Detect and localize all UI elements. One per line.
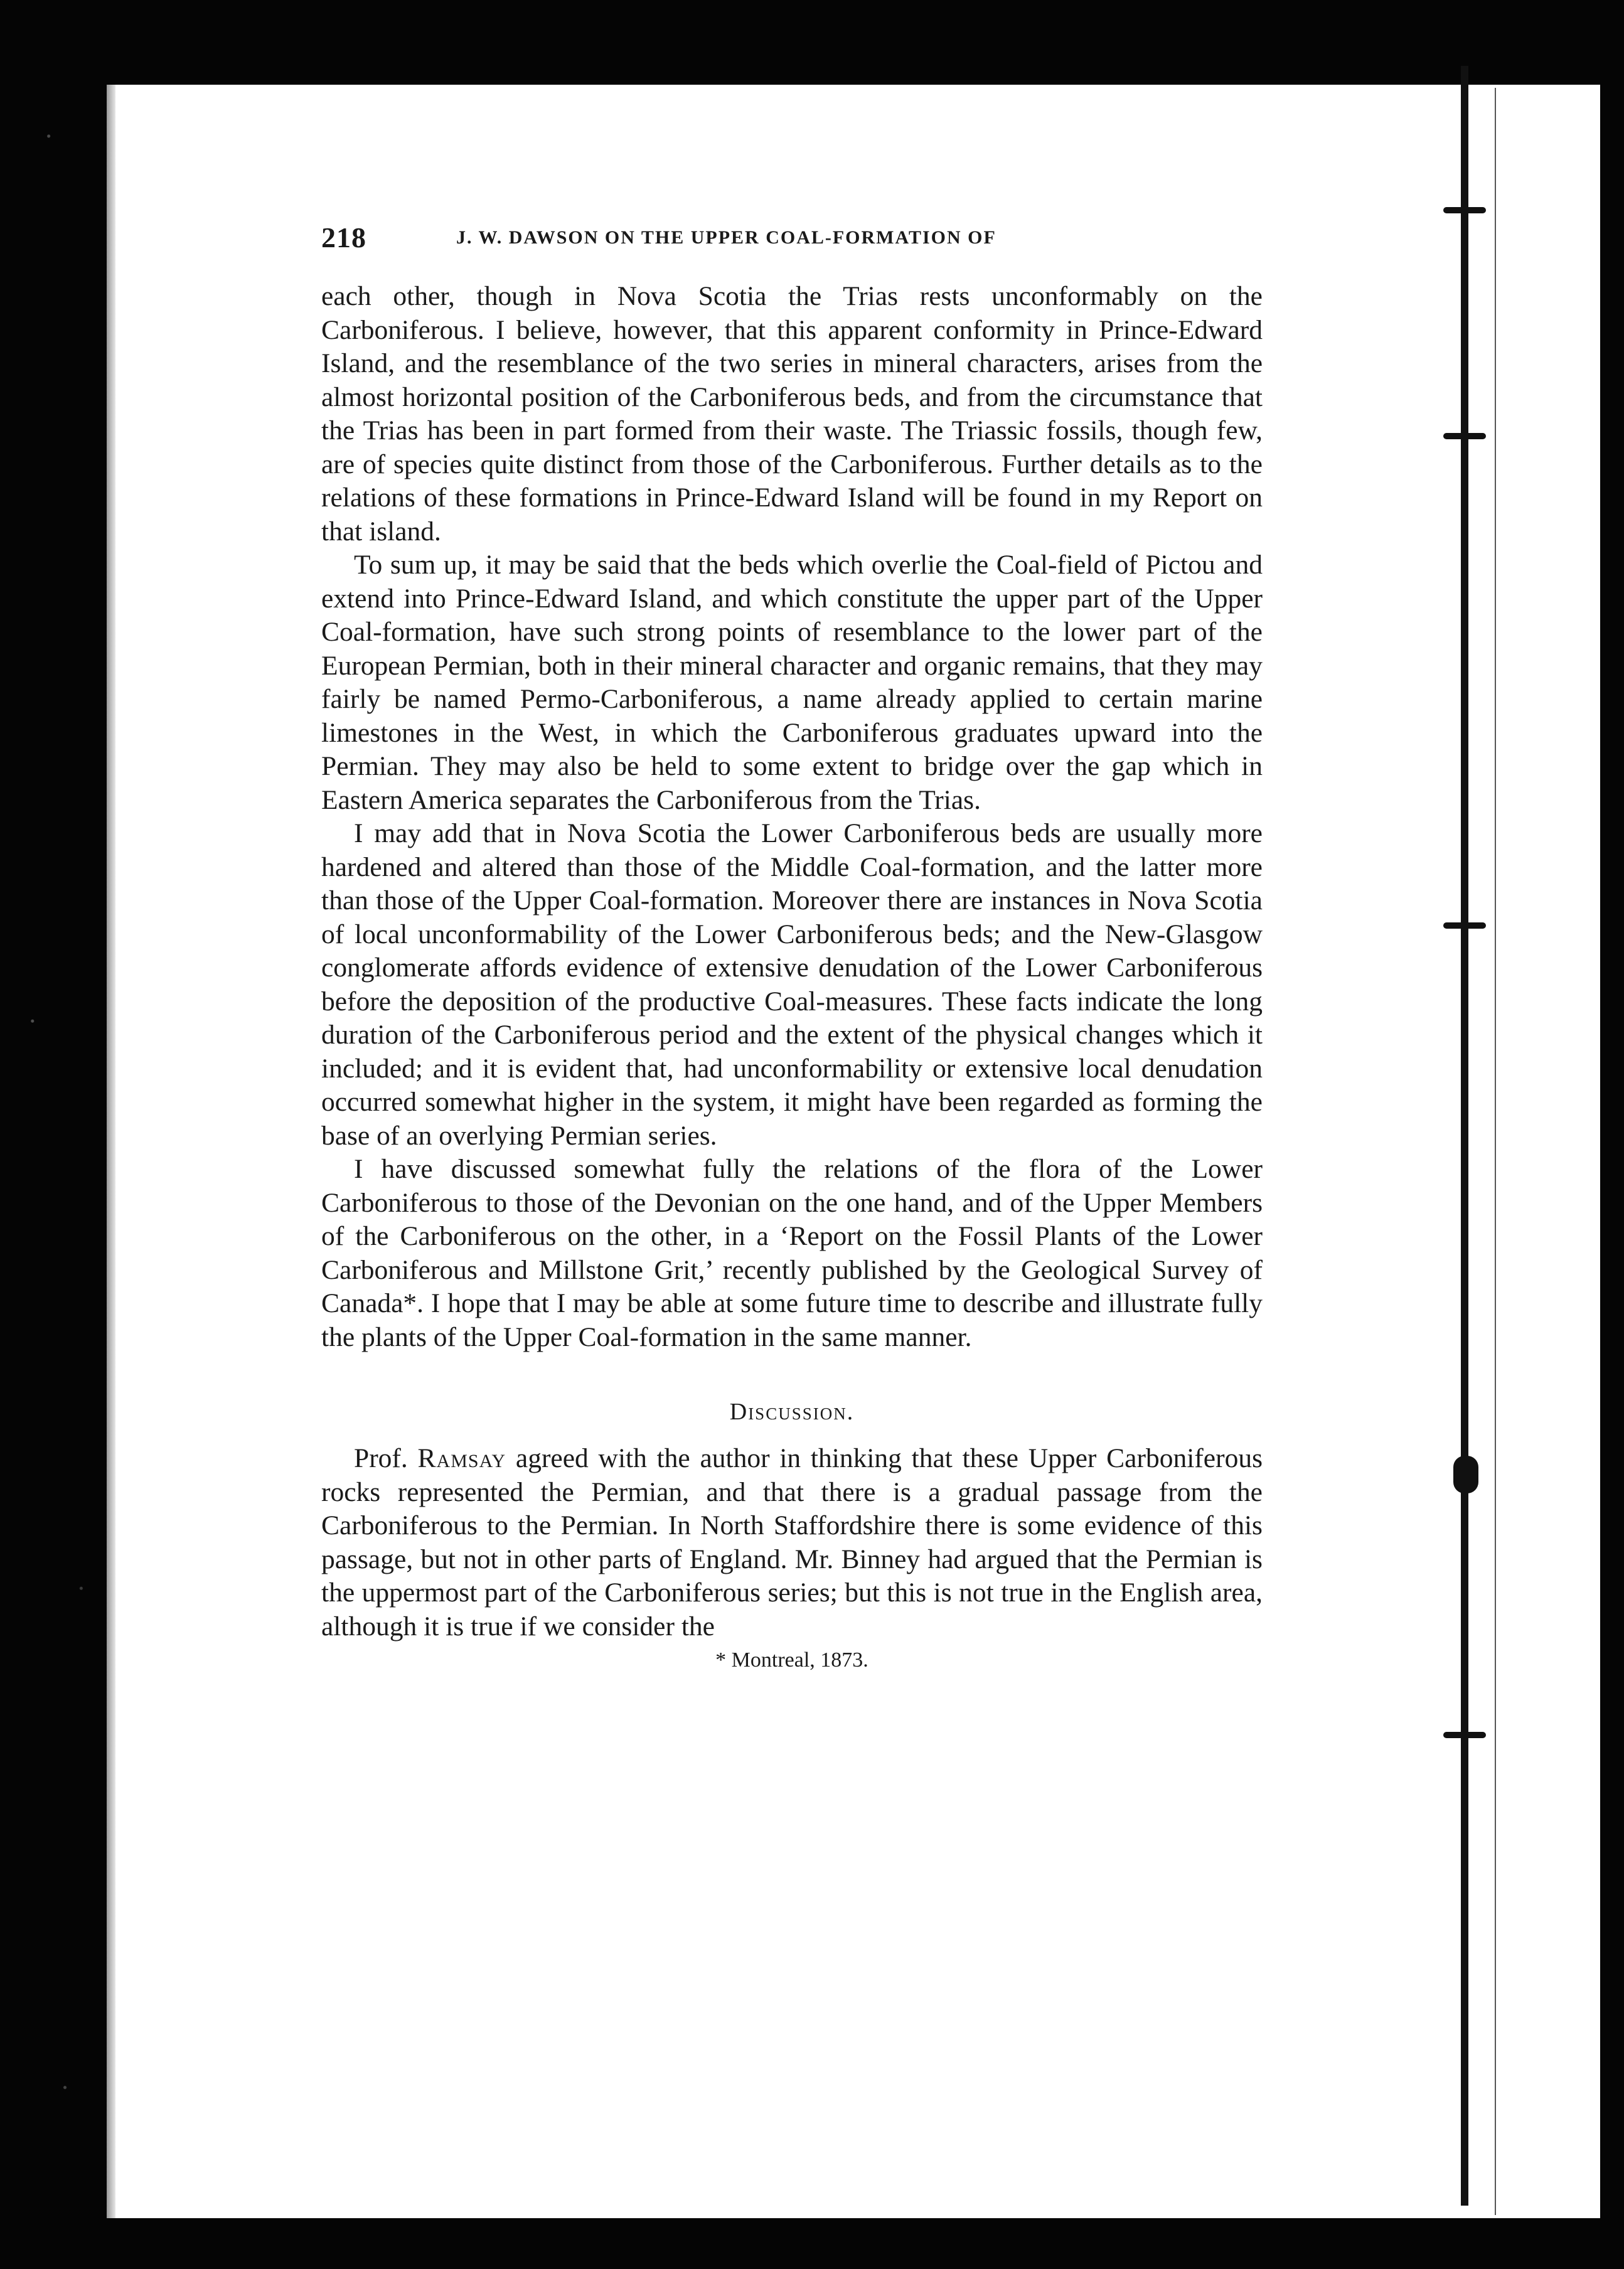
running-title: J. W. DAWSON ON THE UPPER COAL-FORMATION OF xyxy=(456,227,996,248)
page-content xyxy=(321,221,1263,1672)
page-left-edge xyxy=(107,85,115,2218)
body-paragraph: To sum up, it may be said that the beds which overlie the Coal-field of Pictou and extend into Prince-Edward Island, and which constitute the upper part of the Upper Coal-formation, have such strong points of resemblance to the lower part of the European Permian, both in their mineral character and organic remains, that they may fairly be named Permo-Carboniferous, a name already applied to certain marine limestones in the West, in which the Carboniferous graduates upward into the Permian. They may also be held to some extent to bridge over the gap which in Eastern America separates the Carboniferous from the Trias. xyxy=(321,550,1263,815)
page-number: 218 xyxy=(321,222,366,254)
binding-stitch xyxy=(1443,433,1486,439)
body-paragraph: each other, though in Nova Scotia the Trias rests unconformably on the Carboniferous. I believe, however, that this apparent conformity in Prince-Edward Island, and the resemblance of the two series in mineral characters, arises from the almost horizontal position of the Carboniferous beds, and from the circumstance that the Trias has been in part formed from their waste. The Triassic fossils, though few, are of species quite distinct from those of the Carboniferous. Further details as to the relations of these formations in Prince-Edward Island will be found in my Report on that island. xyxy=(321,281,1263,547)
binding-stitch xyxy=(1443,1732,1486,1738)
body-paragraph: I may add that in Nova Scotia the Lower Carboniferous beds are usually more hardened and altered than those of the Middle Coal-formation, and the latter more than those of the Upper Coal-formation. Moreover there are instances in Nova Scotia of local unconformability of the Lower Carboniferous beds; and the New-Glasgow conglomerate affords evidence of extensive denudation of the Lower Carboniferous before the deposition of the productive Coal-measures. These facts indicate the long duration of the Carboniferous period and the extent of the physical changes which it included; and it is evident that, had unconformability or extensive local denudation occurred somewhat higher in the system, it might have been regarded as forming the base of an overlying Permian series. xyxy=(321,818,1263,1151)
running-head xyxy=(321,221,1263,259)
discussion-paragraph xyxy=(321,1442,1263,1643)
facing-page-rule xyxy=(1495,88,1496,2215)
speaker-name: Ramsay xyxy=(417,1443,506,1473)
discussion-text: agreed with the author in thinking that these Upper Carboniferous rocks represented the Permian, and that there is a gradual passage from the Carboniferous to the Permian. In North Staffordshire there is some evidence of this passage, but not in other parts of England. Mr. Binney had argued that the Permian is the uppermost part of the Carboniferous series; but this is not true in the English area, although it is true if we consider the xyxy=(321,1443,1263,1642)
body-paragraph: I have discussed somewhat fully the relations of the flora of the Lower Carboniferous to those of the Devonian on the one hand, and of the Upper Members of the Carboniferous on the other, in a ‘Report on the Fossil Plants of the Lower Carboniferous and Millstone Grit,’ recently published by the Geological Survey of Canada*. I hope that I may be able at some future time to describe and illustrate fully the plants of the Upper Coal-formation in the same manner. xyxy=(321,1154,1263,1352)
footnote: * Montreal, 1873. xyxy=(715,1648,868,1672)
speaker-prefix: Prof. xyxy=(354,1443,408,1473)
facing-page-strip xyxy=(1468,85,1600,2218)
discussion-heading: Discussion. xyxy=(729,1399,855,1425)
binding-stitch xyxy=(1453,1456,1478,1493)
binding-stitch xyxy=(1443,207,1486,213)
binding-stitch xyxy=(1443,922,1486,929)
binding-gutter xyxy=(1461,66,1468,2206)
